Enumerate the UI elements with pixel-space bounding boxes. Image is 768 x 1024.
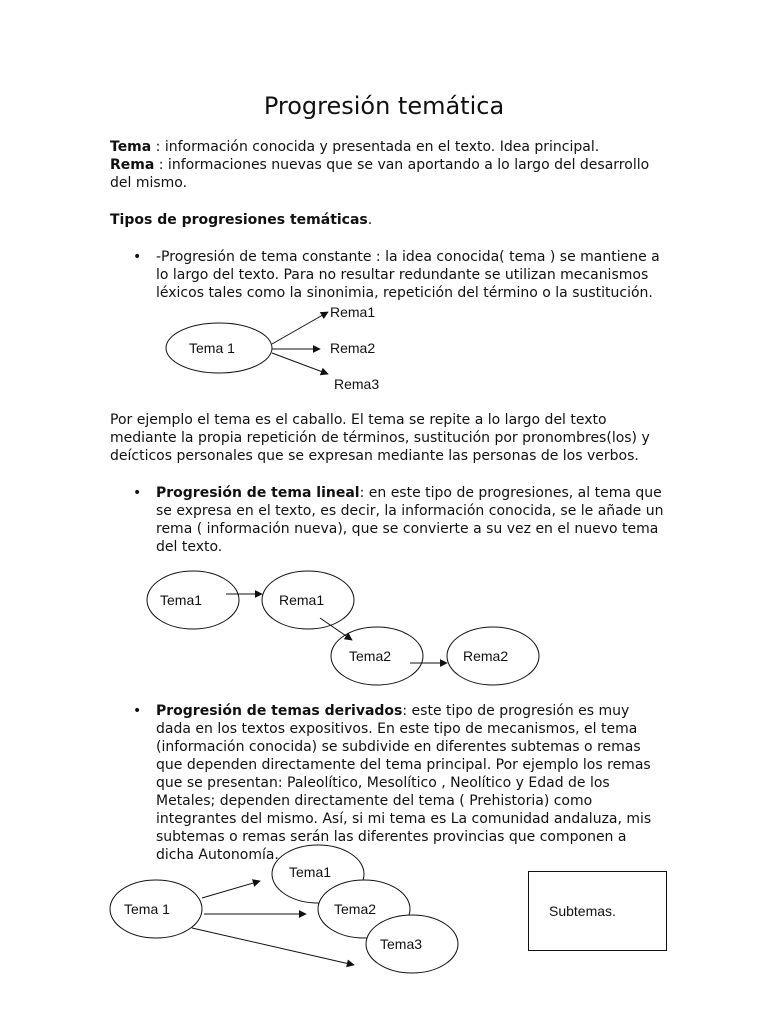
arrow-rema1-tema2 bbox=[320, 618, 352, 640]
tema-definition: : información conocida y presentada en el texto. Idea principal. bbox=[151, 139, 600, 155]
tema-lineal-text: : en este tipo de progresiones, al tema que se expresa en el texto, es decir, la información conocida, se le añade un rema ( información nueva), que se convierte a su vez en el nuevo tema del texto. bbox=[156, 485, 664, 555]
diagram-tema-lineal bbox=[147, 571, 539, 685]
diagram-temas-derivados bbox=[110, 845, 458, 973]
rema-label: Rema bbox=[110, 157, 155, 173]
types-heading-suffix: . bbox=[367, 212, 373, 228]
page-title: Progresión temática bbox=[263, 92, 505, 120]
arrow-to-subtema3 bbox=[192, 928, 354, 965]
tema-constante-text: -Progresión de tema constante : la idea conocida( tema ) se mantiene a lo largo del texto. Para no resultar redundante se utilizan mecanismos léxicos tales como la sinonimia, repetición del término o la sustitución. bbox=[156, 249, 660, 301]
arrow-to-rema1 bbox=[272, 312, 328, 344]
tema-label: Tema bbox=[110, 139, 152, 155]
rema-definition: : informaciones nuevas que se van aportando a lo largo del desarrollo del mismo. bbox=[110, 157, 650, 191]
bullet-icon: • bbox=[133, 703, 142, 719]
bullet-icon: • bbox=[133, 249, 142, 265]
subtemas-box-label: Subtemas. bbox=[549, 903, 616, 919]
subtemas-box bbox=[528, 871, 667, 951]
diagram-tema-constante bbox=[166, 304, 379, 392]
subtema1-node-label: Tema1 bbox=[289, 864, 332, 880]
subtema2-node-label: Tema2 bbox=[334, 901, 377, 917]
tema-main-node-label: Tema 1 bbox=[124, 901, 170, 917]
types-heading-text: Tipos de progresiones temáticas bbox=[110, 212, 368, 228]
rema2-node-label: Rema2 bbox=[463, 648, 509, 664]
subtema3-node-label: Tema3 bbox=[380, 936, 423, 952]
tema-lineal-label: Progresión de tema lineal bbox=[156, 485, 360, 501]
temas-derivados-label: Progresión de temas derivados bbox=[156, 703, 403, 719]
temas-derivados-text: : este tipo de progresión es muy dada en los textos expositivos. En este tipo de mecanismos, el tema (información conocida) se subdivide en diferentes subtemas o remas que dependen directamente del tema principal. Por ejemplo los remas que se presentan: Paleolítico, Mesolítico , Neolítico y Edad de los Metales; dependen directamente del tema ( Prehistoria) como integrantes del mismo. Así, si mi tema es La comunidad andaluza, mis subtemas o remas serán las diferentes provincias que componen a dicha Autonomía. bbox=[156, 703, 652, 863]
tema1-node-label: Tema1 bbox=[160, 592, 203, 608]
bullet-icon: • bbox=[133, 485, 142, 501]
example-paragraph: Por ejemplo el tema es el caballo. El tema se repite a lo largo del texto mediante la propia repetición de términos, sustitución por pronombres(los) y deícticos personales que se expresan mediante las personas de los verbos. bbox=[110, 412, 650, 464]
tema2-node-label: Tema2 bbox=[349, 648, 392, 664]
arrow-to-rema3 bbox=[272, 353, 328, 374]
tema-node-label: Tema 1 bbox=[189, 340, 235, 356]
rema3-label: Rema3 bbox=[334, 376, 380, 392]
arrow-to-subtema1 bbox=[202, 881, 260, 898]
rema1-label: Rema1 bbox=[330, 304, 376, 320]
rema2-label: Rema2 bbox=[330, 340, 376, 356]
rema1-node-label: Rema1 bbox=[279, 592, 325, 608]
